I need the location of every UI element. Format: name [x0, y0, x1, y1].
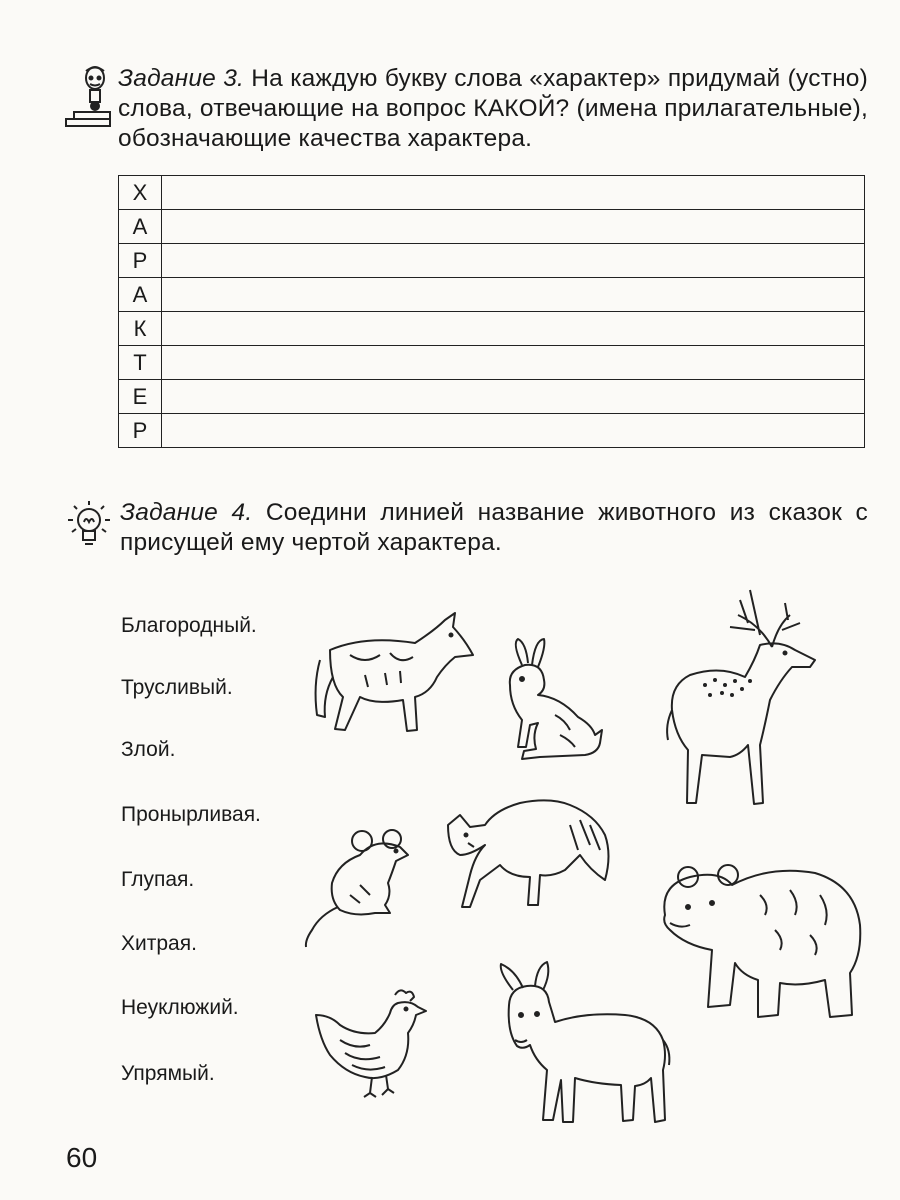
task-3-label: Задание 3. — [118, 65, 245, 92]
task-4-text — [120, 498, 868, 558]
letter-row — [119, 312, 865, 346]
trait-cunning[interactable]: Хитрая. — [121, 932, 197, 955]
trait-noble[interactable]: Благородный. — [121, 614, 257, 637]
trait-clumsy[interactable]: Неуклюжий. — [121, 996, 239, 1019]
page-number: 60 — [66, 1142, 98, 1173]
letter-row — [119, 346, 865, 380]
trait-cowardly[interactable]: Трусливый. — [121, 676, 233, 699]
trait-stubborn[interactable]: Упрямый. — [121, 1062, 215, 1085]
answer-cell[interactable] — [162, 176, 865, 210]
bear-icon[interactable] — [650, 855, 865, 1025]
letter-cell: К — [119, 312, 162, 346]
letter-cell: Е — [119, 380, 162, 414]
answer-cell[interactable] — [162, 278, 865, 312]
answer-cell[interactable] — [162, 210, 865, 244]
letter-cell: Р — [119, 414, 162, 448]
lightbulb-icon — [64, 498, 114, 554]
trait-stupid[interactable]: Глупая. — [121, 868, 195, 891]
letter-cell: Х — [119, 176, 162, 210]
letter-row — [119, 380, 865, 414]
letter-cell: Р — [119, 244, 162, 278]
trait-sneaky[interactable]: Пронырливая. — [121, 803, 261, 826]
answer-cell[interactable] — [162, 244, 865, 278]
wolf-icon[interactable] — [305, 605, 480, 740]
letter-cell: Т — [119, 346, 162, 380]
donkey-icon[interactable] — [495, 960, 675, 1132]
task-4-label: Задание 4. — [120, 499, 253, 526]
trait-evil[interactable]: Злой. — [121, 738, 176, 761]
fox-icon[interactable] — [440, 795, 615, 915]
hen-icon[interactable] — [310, 985, 430, 1105]
answer-cell[interactable] — [162, 380, 865, 414]
letter-row — [119, 244, 865, 278]
letter-row — [119, 278, 865, 312]
mouse-icon[interactable] — [300, 825, 415, 950]
answer-cell[interactable] — [162, 346, 865, 380]
letter-row — [119, 414, 865, 448]
task-3-text — [118, 64, 868, 154]
answer-cell[interactable] — [162, 312, 865, 346]
character-letters-table — [118, 175, 865, 448]
task-3-instructions: На каждую букву слова «характер» придумай (устно) слова, отвечающие на вопрос КАКОЙ? (имена прилагательные), обозначающие качества характера. — [118, 65, 868, 152]
student-on-podium-icon — [62, 62, 112, 128]
answer-cell[interactable] — [162, 414, 865, 448]
letter-cell: А — [119, 278, 162, 312]
hare-icon[interactable] — [500, 635, 610, 765]
letter-row — [119, 210, 865, 244]
deer-icon[interactable] — [660, 585, 825, 810]
letter-cell: А — [119, 210, 162, 244]
task-4-instructions: Соедини линией название животного из сказок с присущей ему чертой характера. — [120, 499, 868, 556]
letter-row — [119, 176, 865, 210]
